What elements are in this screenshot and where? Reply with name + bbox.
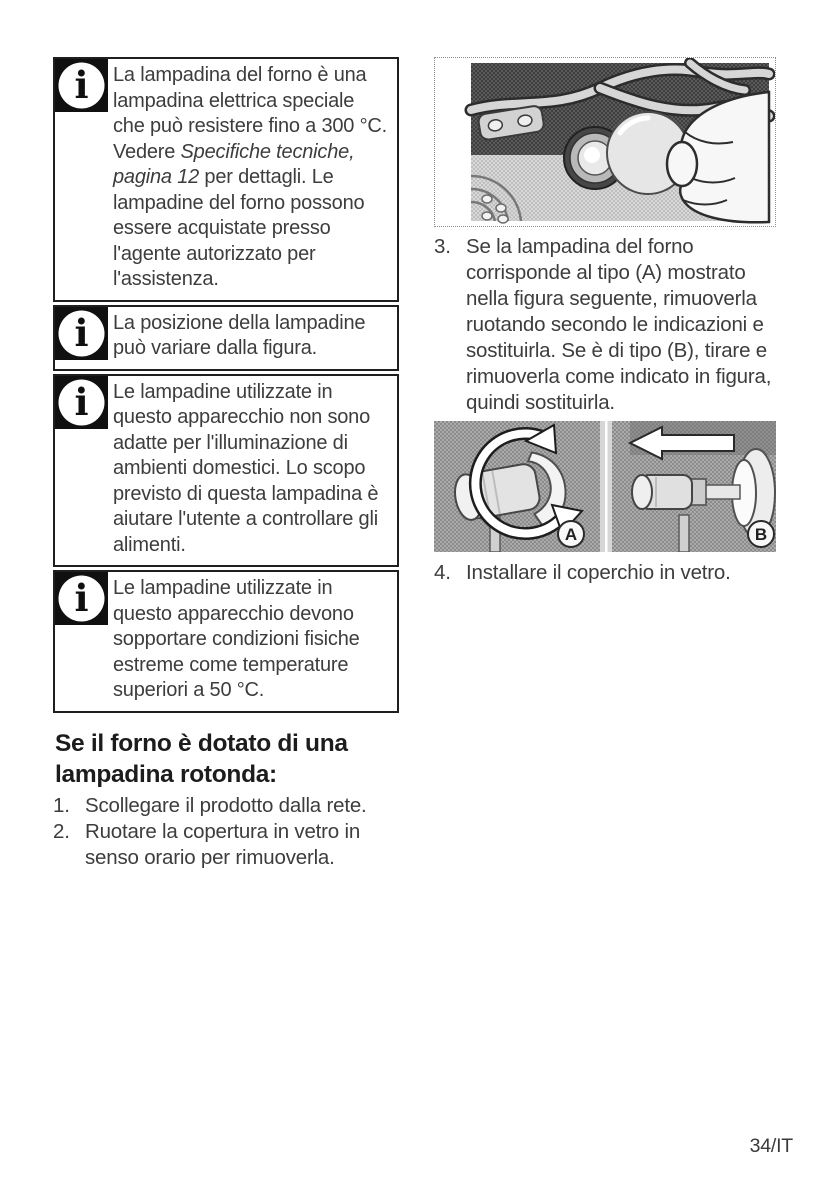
svg-text:i: i	[74, 576, 89, 620]
install-cover-step	[434, 560, 776, 586]
step-number: 1.	[53, 793, 70, 817]
info-box-2-text: La posizione della lampadine può variare dalla figura.	[113, 311, 366, 359]
info-icon	[55, 572, 108, 625]
figure-label-b: B	[754, 525, 768, 544]
figure-label-a: A	[564, 525, 578, 544]
lamp-type-steps	[434, 234, 776, 416]
round-lamp-steps	[53, 793, 399, 871]
info-icon	[55, 376, 108, 429]
page-number: 34/IT	[749, 1135, 793, 1157]
section-heading: Se il forno è dotato di una lampadina rotonda:	[55, 729, 348, 788]
svg-text:i: i	[74, 310, 89, 355]
info-box-4	[53, 570, 399, 713]
step-number: 3.	[434, 235, 451, 258]
right-column	[434, 57, 776, 586]
info-icon	[55, 307, 108, 360]
lamp-replacement-types-figure	[434, 421, 776, 552]
svg-text:i: i	[74, 379, 89, 424]
step-text: Ruotare la copertura in vetro in senso orario per rimuoverla.	[85, 819, 361, 869]
info-box-3-text: Le lampadine utilizzate in questo apparecchio non sono adatte per l'illuminazione di ambienti domestici. Lo scopo previsto di questa lampadina è aiutare l'utente a controllare gli alimenti.	[113, 380, 379, 556]
oven-lamp-cover-removal-figure	[434, 57, 776, 227]
info-box-1	[53, 57, 399, 302]
left-column	[53, 57, 399, 871]
info-box-1-text	[108, 59, 397, 300]
step-text: Scollegare il prodotto dalla rete.	[85, 793, 367, 817]
step-number: 2.	[53, 819, 70, 843]
info-box-4-text: Le lampadine utilizzate in questo apparecchio devono sopportare condizioni fisiche estreme come temperature superiori a 50 °C.	[113, 577, 360, 701]
list-item	[53, 819, 399, 871]
info-text-pre: La lampadina del forno è una lampadina elettrica speciale che può resistere fino a 300 °C. Vedere	[113, 64, 387, 163]
svg-text:i: i	[74, 63, 89, 107]
info-box-3	[53, 374, 399, 568]
list-item	[53, 793, 399, 819]
info-text-italic: Specifiche tecniche, pagina 12	[113, 140, 355, 188]
list-item	[434, 234, 776, 416]
info-box-2	[53, 305, 399, 371]
info-icon	[55, 59, 108, 112]
step-number: 4.	[434, 561, 451, 584]
step-text: Installare il coperchio in vetro.	[466, 561, 731, 584]
list-item	[434, 560, 776, 586]
step-text: Se la lampadina del forno corrisponde al tipo (A) mostrato nella figura seguente, rimuoverla ruotando secondo le indicazioni e sostituirla. Se è di tipo (B), tirare e rimuoverla come indicato in figura, quindi sostituirla.	[466, 235, 772, 414]
info-text-post: per dettagli. Le lampadine del forno possono essere acquistate presso l'agente autorizzato per l'assistenza.	[113, 166, 365, 290]
